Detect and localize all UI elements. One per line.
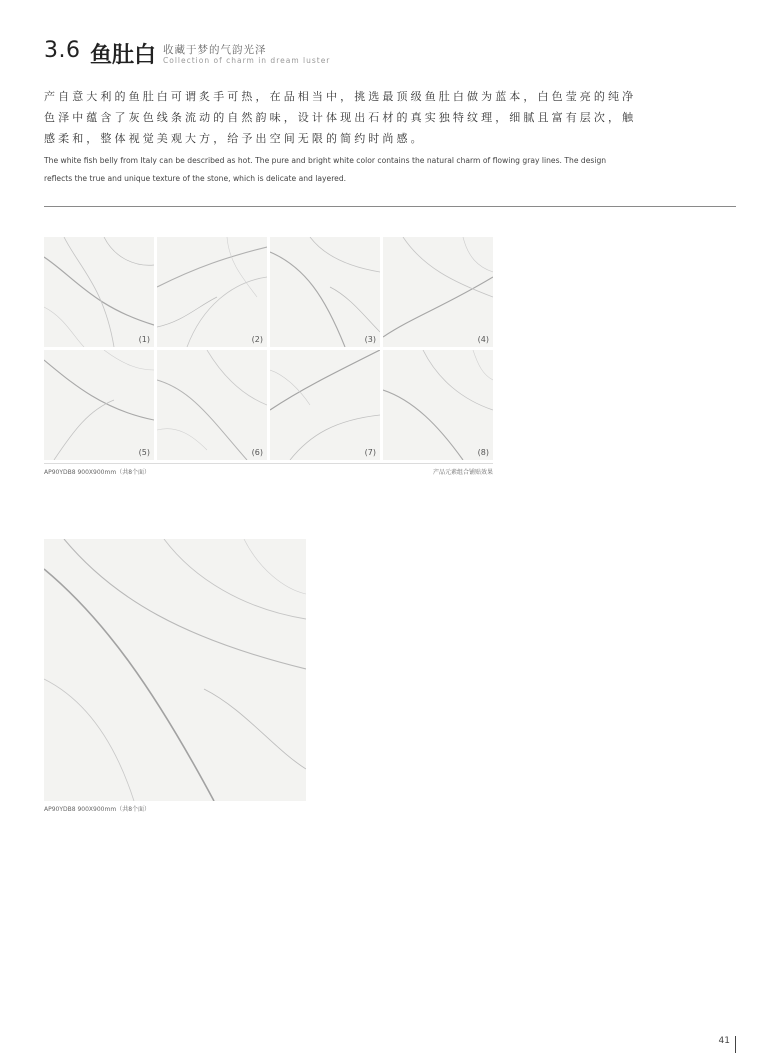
marble-texture-image [270, 237, 380, 347]
featured-caption: AP90YDB8 900X900mm（共8个面） [44, 806, 151, 813]
description-cn-line: 色泽中蕴含了灰色线条流动的自然韵味，设计体现出石材的真实独特纹理，细腻且富有层次，触 [44, 111, 637, 124]
section-divider [44, 206, 736, 207]
marble-tile [157, 237, 267, 347]
tile-number: (1) [138, 335, 150, 344]
marble-texture-image [270, 350, 380, 460]
tile-number: (4) [477, 335, 489, 344]
marble-texture-image [44, 237, 154, 347]
tile-number: (2) [251, 335, 263, 344]
featured-marble-tile [44, 539, 306, 801]
tile-number: (5) [138, 448, 150, 457]
caption-divider [44, 463, 493, 464]
description-english [44, 152, 624, 188]
marble-texture-image [383, 350, 493, 460]
marble-texture-image [383, 237, 493, 347]
marble-texture-image [157, 237, 267, 347]
description-chinese [44, 86, 637, 149]
section-number: 3.6 [44, 38, 81, 63]
marble-texture-image [157, 350, 267, 460]
tile-number: (8) [477, 448, 489, 457]
grid-caption-layout: 产品元素组合铺贴效果 [432, 469, 493, 476]
marble-tile [383, 237, 493, 347]
subtitle-english: Collection of charm in dream luster [163, 56, 331, 65]
description-en-line: The white fish belly from Italy can be described as hot. The pure and bright white color contains the natural charm of flowing gray lines. The design [44, 156, 607, 165]
section-title: 鱼肚白 [90, 43, 157, 68]
marble-texture-image [44, 539, 306, 801]
tile-number: (3) [364, 335, 376, 344]
marble-tile [157, 350, 267, 460]
description-cn-line: 感柔和，整体视觉美观大方，给予出空间无限的简约时尚感。 [44, 132, 425, 145]
page-number: 41 [718, 1036, 730, 1046]
grid-caption-product: AP90YDB8 900X900mm（共8个面） [44, 469, 151, 476]
description-cn-line: 产自意大利的鱼肚白可谓炙手可热，在品相当中，挑选最顶级鱼肚白做为蓝本，白色莹亮的纯净 [44, 90, 637, 103]
page-number-bar [735, 1036, 736, 1053]
description-en-line: reflects the true and unique texture of the stone, which is delicate and layered. [44, 174, 347, 183]
marble-tile [383, 350, 493, 460]
marble-tile [44, 237, 154, 347]
subtitle-chinese: 收藏于梦的气韵光泽 [163, 44, 267, 56]
marble-tile [270, 350, 380, 460]
tile-number: (6) [251, 448, 263, 457]
marble-texture-image [44, 350, 154, 460]
marble-tile [270, 237, 380, 347]
tile-number: (7) [364, 448, 376, 457]
tile-grid [44, 237, 493, 461]
marble-tile [44, 350, 154, 460]
